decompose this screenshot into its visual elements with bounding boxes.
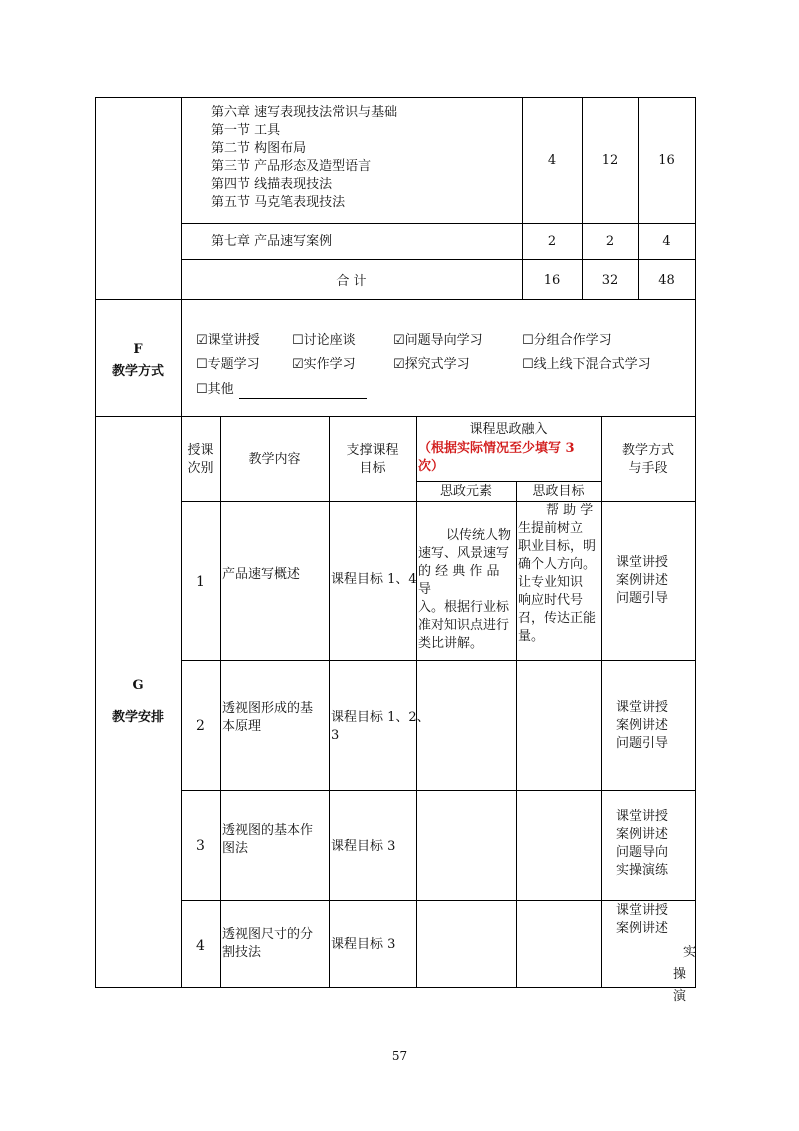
grid-line [95, 97, 696, 98]
row-content: 产品速写概述 [222, 567, 301, 582]
method-line: 课堂讲授 [616, 700, 669, 715]
checkbox-empty-icon: ☐ [292, 333, 304, 348]
content-line: 透视图形成的基 [222, 701, 314, 716]
grid-line [95, 987, 696, 988]
checkbox-checked-icon: ☑ [196, 333, 208, 348]
header-goal: 思政目标 [532, 484, 585, 499]
grid-line [516, 481, 517, 988]
header-text: （根据实际情况至少填写 3 [418, 441, 575, 456]
row-goal [518, 502, 601, 646]
goal-line: 响应时代号 [518, 593, 584, 608]
row-support: 课程目标 3 [331, 937, 396, 952]
chapter7-lecture-hours: 2 [547, 234, 557, 249]
section-g-title: 教学安排 [111, 710, 164, 725]
method-line: 案例讲述 [616, 573, 669, 588]
chapter6-line: 第四节 线描表现技法 [211, 177, 333, 192]
element-line: 类比讲解。 [418, 636, 484, 651]
option-label: 课堂讲授 [207, 333, 260, 348]
chapter7-label: 第七章 产品速写案例 [211, 234, 333, 249]
header-text: 与手段 [628, 461, 668, 476]
row-support [331, 709, 430, 745]
chapter6-practice-hours: 12 [601, 153, 619, 168]
checkbox-checked-icon: ☑ [393, 357, 405, 372]
method-line: 案例讲述 [616, 921, 669, 936]
goal-line: 让专业知识 [518, 575, 584, 590]
checkbox-empty-icon: ☐ [196, 382, 208, 397]
header-support [329, 442, 416, 478]
total-practice-hours: 32 [601, 273, 619, 288]
header-ideology-note [418, 440, 575, 476]
option-group-work[interactable] [522, 334, 612, 347]
session-number: 4 [196, 938, 205, 954]
option-lecture[interactable] [196, 334, 260, 347]
row-method [616, 902, 668, 938]
goal-line: 确个人方向。 [518, 557, 597, 572]
grid-line [416, 481, 601, 482]
option-blended[interactable] [522, 358, 651, 371]
method-line: 问题引导 [616, 591, 669, 606]
grid-line [95, 299, 696, 300]
row-content [222, 926, 313, 962]
overflow-char: 演 [673, 989, 687, 1004]
row-content [222, 700, 313, 736]
chapter6-line: 第二节 构图布局 [211, 141, 307, 156]
option-problem-oriented[interactable] [393, 334, 483, 347]
support-line: 3 [331, 728, 340, 743]
header-method [601, 442, 695, 478]
session-number: 2 [196, 718, 205, 734]
option-inquiry[interactable] [393, 358, 470, 371]
total-label: 合 计 [336, 274, 367, 289]
method-line: 问题导向 [616, 845, 669, 860]
session-number: 1 [196, 574, 205, 590]
page-number: 57 [391, 1049, 408, 1063]
method-line: 问题引导 [616, 736, 669, 751]
option-other[interactable] [196, 383, 234, 396]
section-g-code: G [132, 678, 144, 693]
section-f-title: 教学方式 [111, 364, 164, 379]
method-line: 课堂讲授 [616, 555, 669, 570]
row-method [616, 808, 668, 880]
element-line: 的 经 典 作 品 导 [418, 564, 500, 597]
option-label: 讨论座谈 [303, 333, 356, 348]
total-lecture-hours: 16 [543, 273, 561, 288]
grid-line [181, 900, 696, 901]
header-text: 授课 [187, 443, 214, 458]
element-line: 入。根据行业标 [418, 600, 510, 615]
method-line: 课堂讲授 [616, 903, 669, 918]
option-label: 专题学习 [207, 357, 260, 372]
option-discussion[interactable] [292, 334, 356, 347]
grid-line [695, 97, 696, 988]
option-label: 探究式学习 [404, 357, 470, 372]
content-line: 割技法 [222, 945, 262, 960]
support-line: 课程目标 1、2、 [331, 710, 430, 725]
row-method [616, 554, 668, 608]
header-text: 次） [418, 459, 445, 474]
element-line: 准对知识点进行 [418, 618, 510, 633]
row-support: 课程目标 3 [331, 839, 396, 854]
grid-line [181, 660, 696, 661]
other-blank-underline[interactable] [239, 398, 367, 399]
total-all-hours: 48 [658, 273, 675, 288]
option-label: 实作学习 [303, 357, 356, 372]
chapter6-lecture-hours: 4 [547, 153, 557, 168]
row-element [418, 527, 516, 653]
content-line: 透视图尺寸的分 [222, 927, 314, 942]
checkbox-empty-icon: ☐ [522, 357, 534, 372]
content-line: 透视图的基本作 [222, 823, 314, 838]
goal-line: 职业目标，明 [518, 539, 597, 554]
option-label: 线上线下混合式学习 [533, 357, 651, 372]
header-text: 次别 [187, 461, 214, 476]
method-line: 课堂讲授 [616, 809, 669, 824]
header-text: 教学方式 [621, 443, 674, 458]
grid-line [181, 790, 696, 791]
section-f-code: F [133, 342, 143, 357]
option-label: 其他 [207, 382, 234, 397]
header-ideology-title: 课程思政融入 [469, 422, 548, 437]
checkbox-empty-icon: ☐ [196, 357, 208, 372]
element-line: 以传统人物 [446, 528, 512, 543]
method-line: 实操演练 [616, 863, 669, 878]
chapter6-total-hours: 16 [658, 153, 675, 168]
row-method-overflow [673, 942, 697, 1004]
header-text: 目标 [359, 461, 386, 476]
overflow-char: 实 [683, 945, 697, 960]
option-label: 问题导向学习 [404, 333, 483, 348]
grid-line [582, 97, 583, 300]
method-line: 案例讲述 [616, 827, 669, 842]
option-topic-study[interactable] [196, 358, 260, 371]
grid-line [522, 97, 523, 300]
checkbox-checked-icon: ☑ [393, 333, 405, 348]
grid-line [638, 97, 639, 300]
element-line: 速写、风景速写 [418, 546, 510, 561]
goal-line: 量。 [518, 629, 545, 644]
row-support: 课程目标 1、4 [331, 572, 417, 587]
chapter6-line: 第六章 速写表现技法常识与基础 [211, 105, 398, 120]
grid-line [95, 97, 96, 988]
chapter6-outline [211, 104, 397, 212]
checkbox-checked-icon: ☑ [292, 357, 304, 372]
grid-line [181, 223, 696, 224]
grid-line [95, 416, 696, 417]
header-element: 思政元素 [439, 484, 492, 499]
chapter6-line: 第一节 工具 [211, 123, 281, 138]
option-practice[interactable] [292, 358, 356, 371]
row-method [616, 699, 668, 753]
grid-line [181, 259, 696, 260]
content-line: 本原理 [222, 719, 262, 734]
header-content: 教学内容 [248, 452, 301, 467]
option-label: 分组合作学习 [533, 333, 612, 348]
session-number: 3 [196, 838, 205, 854]
content-line: 图法 [222, 841, 249, 856]
goal-line: 生提前树立 [518, 521, 584, 536]
chapter7-practice-hours: 2 [605, 234, 615, 249]
checkbox-empty-icon: ☐ [522, 333, 534, 348]
grid-line [181, 501, 696, 502]
chapter7-total-hours: 4 [662, 234, 671, 249]
header-session [181, 442, 220, 478]
goal-line: 召，传达正能 [518, 611, 597, 626]
chapter6-line: 第三节 产品形态及造型语言 [211, 159, 372, 174]
row-content [222, 822, 313, 858]
grid-line [181, 97, 182, 988]
method-line: 案例讲述 [616, 718, 669, 733]
header-text: 支撑课程 [346, 443, 399, 458]
chapter6-line: 第五节 马克笔表现技法 [211, 195, 346, 210]
overflow-char: 操 [673, 967, 687, 982]
goal-line: 帮 助 学 [546, 503, 594, 518]
